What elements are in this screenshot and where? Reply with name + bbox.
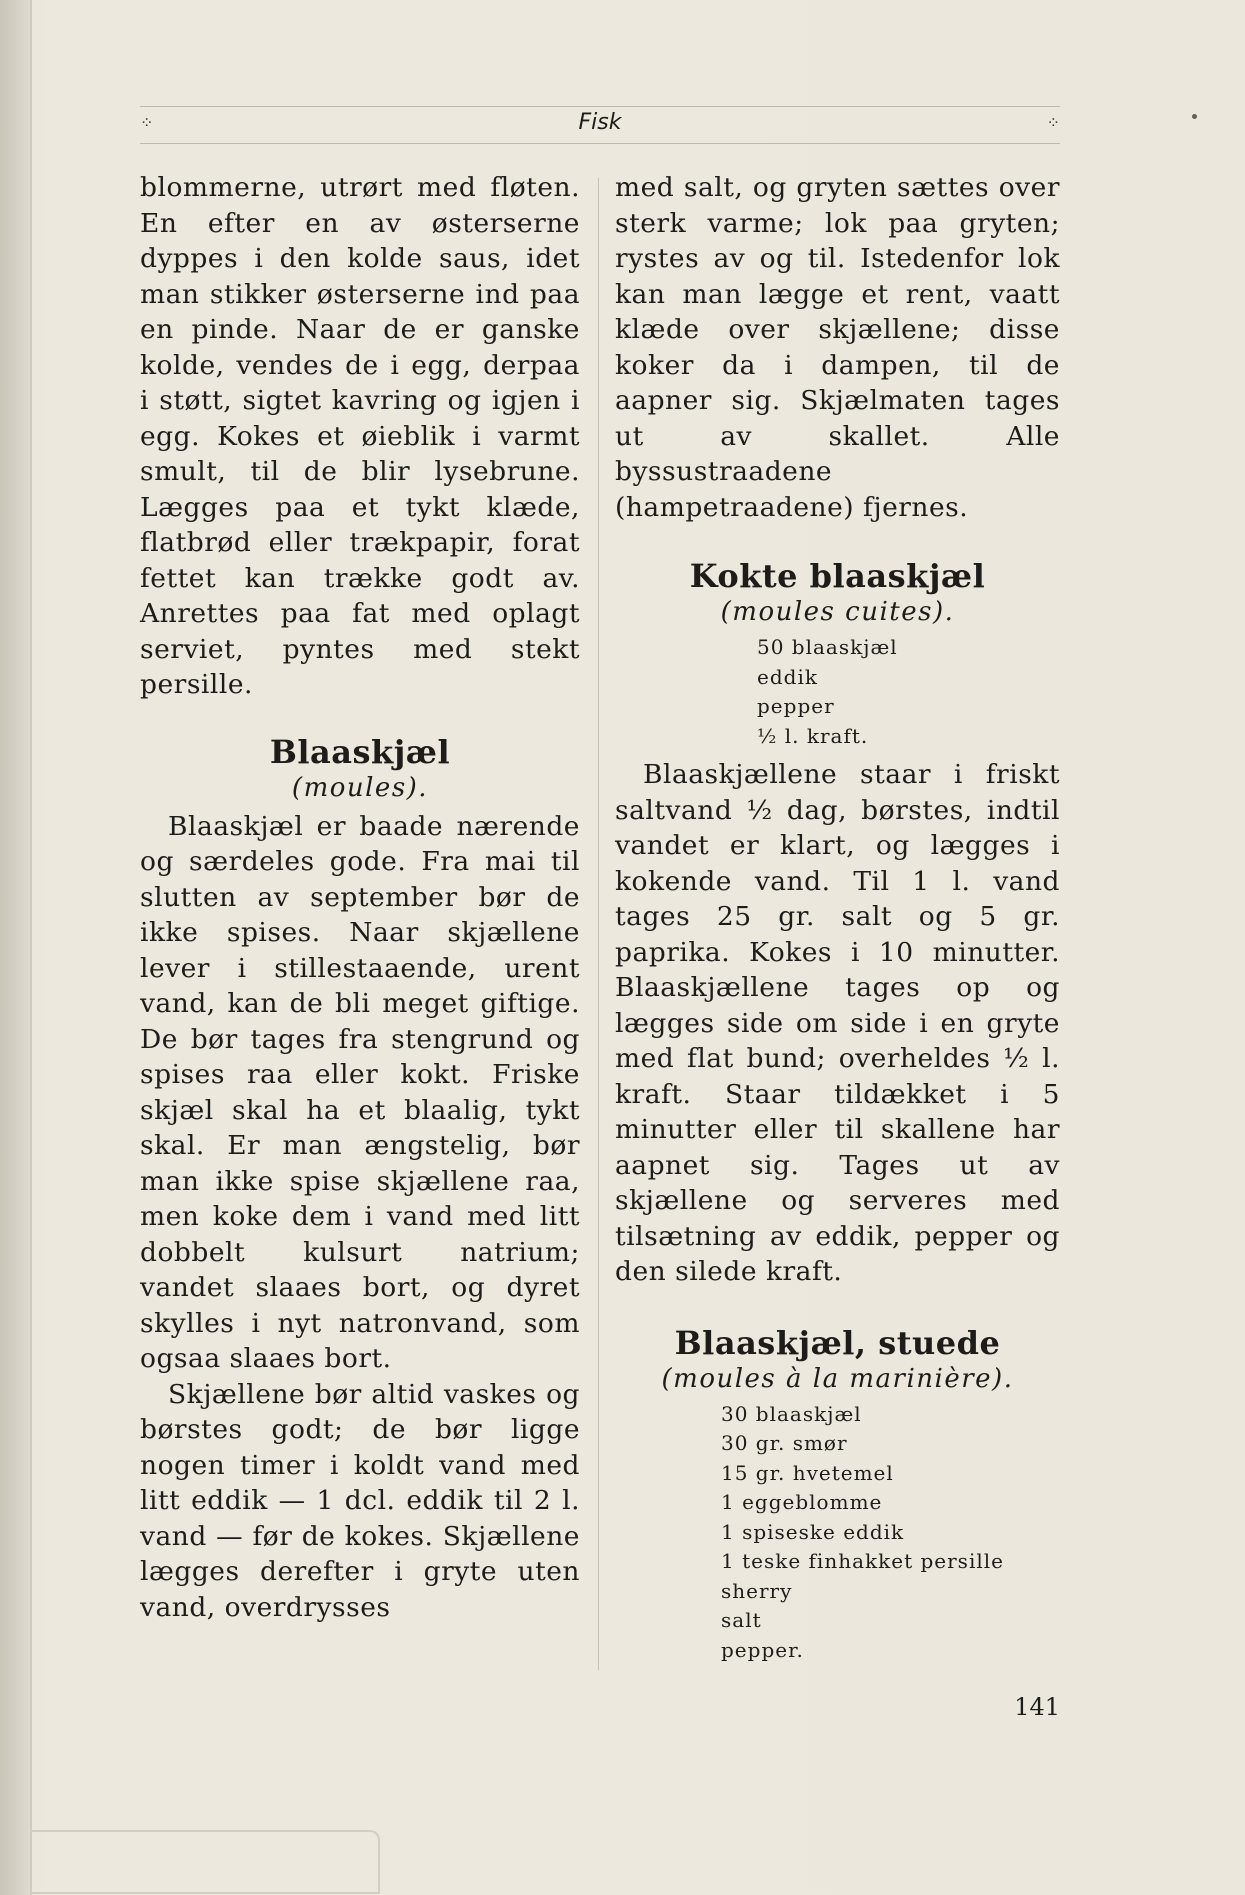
ingredient-item: salt [721,1608,762,1632]
ingredient-item: pepper [757,694,835,718]
header-ornament-right: ⁘ [1046,113,1060,132]
left-column [140,170,580,1625]
section-subtitle-moules: (moules). [291,772,429,803]
section-title-blaaskjael: Blaaskjæl [269,732,451,771]
ingredient-item: 30 gr. smør [721,1431,848,1455]
ingredient-item: ½ l. kraft. [757,723,869,748]
recipe-title-blaaskjael-stuede: Blaaskjæl, stuede [674,1323,1001,1362]
paper-speck [1192,114,1197,119]
blaaskjael-paragraph-2: Skjællene bør altid vaskes og børstes godt; de bør ligge nogen timer i koldt vand med litt eddik — 1 dcl. eddik til 2 l. vand — før de kokes. Skjællene lægges derefter i gryte uten vand, overdrysses [140,1378,580,1623]
ingredient-item: 50 blaaskjæl [757,635,898,659]
page-edge [30,1830,380,1894]
header-ornament-left: ⁘ [140,113,154,132]
ingredient-item: 1 teske finhakket persille [721,1549,1004,1573]
ingredient-item: 1 spiseske eddik [721,1519,905,1544]
column-divider [598,178,599,1670]
ingredient-item: 1 eggeblomme [721,1490,883,1514]
right-column [615,170,1060,1665]
recipe-subtitle-mariniere: (moules à la marinière). [661,1363,1014,1394]
header-title: Fisk [578,110,622,135]
ingredient-item: sherry [721,1578,793,1603]
ingredient-item: pepper. [721,1637,804,1662]
recipe-method-kokte: Blaaskjællene staar i friskt saltvand ½ dag, børstes, indtil vandet er klart, og lægges i kokende vand. Til 1 l. vand tages 25 gr. salt og 5 gr. paprika. Kokes i 10 minutter. Blaaskjællene tages op og lægges side om side i en gryte med flat bund; overheldes ½ l. kraft. Staar tildækket i 5 minutter eller til skallene har aapnet sig. Tages ut av skjællene og serveres med tilsætning av eddik, pepper og den silede kraft. [615,759,1060,1287]
ingredient-item: 30 blaaskjæl [721,1401,862,1426]
ingredient-list-stuede [721,1400,1060,1666]
recipe-subtitle-moules-cuites: (moules cuites). [720,597,955,627]
recipe-title-kokte-blaaskjael: Kokte blaaskjæl [689,557,986,595]
ingredient-item: eddik [757,664,818,689]
page-number: 141 [1014,1693,1060,1721]
ingredient-item: 15 gr. hvetemel [721,1460,894,1485]
continuation-paragraph: med salt, og gryten sættes over sterk varme; lok paa gryten; rystes av og til. Istedenfor lok kan man lægge et rent, vaatt klæde over skjællene; disse koker da i dampen, til de aapner sig. Skjælmaten tages ut av skallet. Alle byssustraadene (hampetraadene) fjernes. [615,172,1060,523]
ingredient-list-kokte [757,633,1060,751]
running-header [140,106,1060,144]
intro-paragraph: blommerne, utrørt med fløten. En efter en av østerserne dyppes i den kolde saus, idet man stikker østerserne ind paa en pinde. Naar de er ganske kolde, vendes de i egg, derpaa i støtt, sigtet kavring og igjen i egg. Kokes et øieblik i varmt smult, til de blir lysebrune. Lægges paa et tykt klæde, flatbrød eller trækpapir, forat fettet kan trække godt av. Anrettes paa fat med oplagt serviet, pyntes med stekt persille. [140,172,580,700]
book-spine [0,0,32,1895]
blaaskjael-paragraph-1: Blaaskjæl er baade nærende og særdeles gode. Fra mai til slutten av september bør de ikke spises. Naar skjællene lever i stillestaaende, urent vand, kan de bli meget giftige. De bør tages fra stengrund og spises raa eller kokt. Friske skjæl skal ha et blaalig, tykt skal. Er man ængstelig, bør man ikke spise skjællene raa, men koke dem i vand med litt dobbelt kulsurt natrium; vandet slaaes bort, og dyret skylles i nyt natronvand, som ogsaa slaaes bort. [140,810,580,1374]
